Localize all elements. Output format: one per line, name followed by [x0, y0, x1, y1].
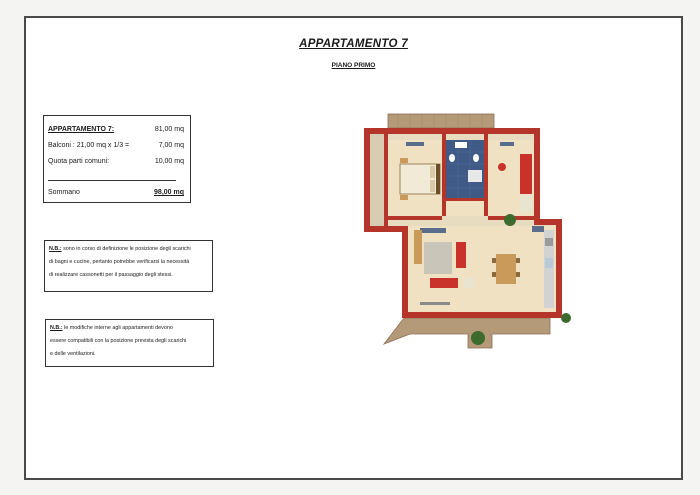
- common-parts-value: 10,00 mq: [154, 158, 184, 165]
- living-kitchen: [408, 226, 556, 312]
- bedroom: [388, 140, 442, 216]
- note-drains-line3: di realizzare cassonetti per il passaggio degli stessi.: [49, 272, 173, 278]
- chair-icon: [498, 163, 506, 171]
- apartment-area-value: 81,00 mq: [154, 126, 184, 133]
- shower-tray-icon: [468, 170, 482, 182]
- sofa-icon: [456, 242, 466, 268]
- page-title: APPARTAMENTO 7: [299, 38, 408, 50]
- dining-table-icon: [496, 254, 516, 284]
- note-modifications: [45, 319, 214, 367]
- note-modifications-line1: N.B.: le modifiche interne agli appartamenti devono: [50, 325, 173, 331]
- note-modifications-prefix: N.B.:: [50, 325, 63, 331]
- toilet-icon: [449, 154, 455, 162]
- note-drains-line2: di bagni e cucine, pertanto potrebbe verificarsi la necessità: [49, 259, 190, 265]
- bidet-icon: [473, 154, 479, 162]
- note-modifications-line3: e delle ventilazioni.: [50, 351, 96, 357]
- apartment-area-label: APPARTAMENTO 7:: [48, 126, 115, 133]
- area-row-common-parts: [48, 158, 184, 165]
- balconies-label: Balconi : 21,00 mq x 1/3 =: [48, 142, 130, 149]
- total-divider: [48, 180, 176, 181]
- note-drains-line1: N.B.: sono in corso di definizione le posizione degli scarichi: [49, 246, 191, 252]
- note-drains: [44, 240, 213, 292]
- single-bed-icon: [520, 154, 532, 194]
- hallway: [446, 201, 484, 216]
- drawing-sheet: [24, 16, 683, 480]
- floor-label: PIANO PRIMO: [331, 62, 376, 69]
- area-row-total: [48, 189, 184, 196]
- bathroom: [446, 140, 484, 198]
- total-label: Sommano: [48, 189, 80, 196]
- terrace-top: [388, 114, 494, 128]
- note-drains-prefix: N.B.:: [49, 246, 62, 252]
- area-row-apartment: [48, 126, 184, 133]
- sink-icon: [455, 142, 467, 148]
- area-row-balconies: [48, 142, 184, 149]
- total-value: 98,00 mq: [154, 189, 184, 196]
- sofa-icon: [430, 278, 458, 288]
- note-modifications-line2: essere compatibili con la posizione prevista degli scarichi: [50, 338, 187, 344]
- single-bedroom: [488, 140, 534, 216]
- floor-plan: [360, 112, 576, 364]
- common-parts-label: Quota parti comuni:: [48, 158, 110, 165]
- area-summary-table: [43, 115, 191, 203]
- terrace-bottom: [384, 318, 550, 348]
- balconies-value: 7,00 mq: [158, 142, 184, 149]
